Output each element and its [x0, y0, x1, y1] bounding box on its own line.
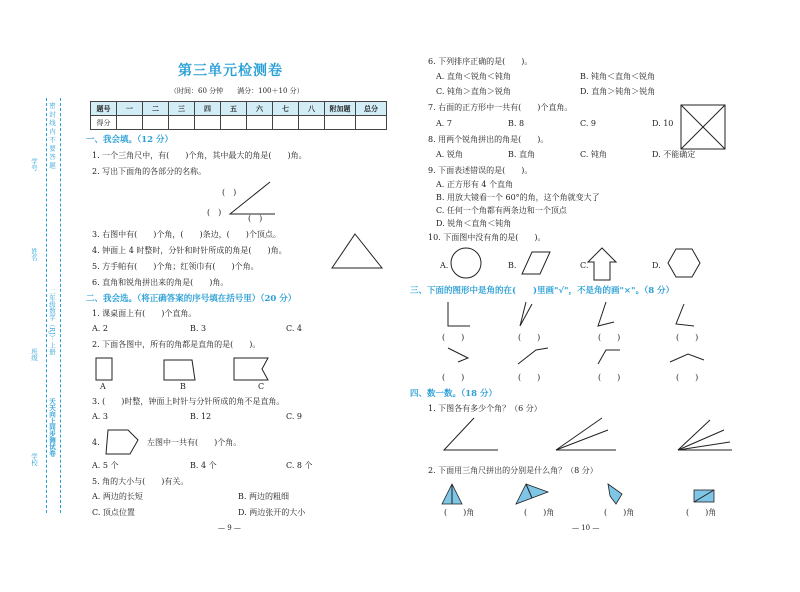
s1-q3: 3. 右图中有( )个角，( )条边，( )个顶点。: [92, 230, 281, 239]
r-q7-opt-a: A. 7: [436, 119, 452, 128]
score-cell[interactable]: [356, 116, 387, 130]
blank-vertex: ( ): [222, 188, 237, 197]
score-head: 六: [247, 102, 273, 116]
set-square-figures: [440, 482, 740, 508]
shape-label-a: A: [100, 382, 106, 391]
r-q7-opt-b: B. 8: [508, 119, 525, 128]
r-q8-opt-c: C. 钝角: [580, 150, 607, 159]
right-angle-shapes: [92, 356, 282, 386]
s1-q2: 2. 写出下面角的各部分的名称。: [92, 167, 207, 176]
score-head: 四: [195, 102, 221, 116]
shape-label-c: C: [258, 382, 265, 391]
score-cell[interactable]: [325, 116, 356, 130]
r-q8-opt-b: B. 直角: [508, 150, 535, 159]
s2-q1: 1. 课桌面上有( )个直角。: [92, 309, 197, 318]
s2-q4-opt-c: C. 8 个: [286, 461, 313, 470]
section-1-title: 一、我会填。（12 分）: [86, 135, 174, 145]
score-head: 题号: [91, 102, 117, 116]
score-cell[interactable]: [273, 116, 299, 130]
r-q6-opt-b: B. 钝角＜直角＜锐角: [580, 72, 655, 81]
binding-margin: [30, 98, 70, 513]
series-band: 天天向上同步测试卷: [48, 398, 56, 457]
margin-label-id: 学号: [30, 158, 38, 171]
s4-q2: 2. 下面用三角尺拼出的分别是什么角？（8 分）: [428, 466, 598, 475]
r-q9: 9. 下面表述错误的是( )。: [428, 166, 533, 175]
q10-label-c: C.: [580, 261, 589, 270]
q10-label-d: D.: [652, 261, 661, 270]
s2-q1-opt-b: B. 3: [190, 324, 207, 333]
s2-q4-opt-b: B. 4 个: [190, 461, 217, 470]
q10-label-a: A.: [440, 261, 449, 270]
s2-q5-opt-b: B. 两边的粗细: [238, 492, 289, 501]
margin-label-name: 姓名: [30, 248, 38, 261]
page-title: 第三单元检测卷: [178, 63, 283, 79]
r-q8-opt-d: D. 不能确定: [652, 150, 696, 159]
s2-q3-opt-b: B. 12: [190, 412, 212, 421]
s2-q5-opt-a: A. 两边的长短: [92, 492, 143, 501]
grade-strip: 二年级数学（RJ）· 上册: [48, 288, 56, 355]
s2-q4: 左图中一共有( )个角。: [147, 438, 242, 447]
r-q8: 8. 用两个锐角拼出的角是( )。: [428, 135, 549, 144]
s3-blank: ( ): [598, 373, 621, 382]
exam-info: （时间：60 分钟 满分：100＋10 分）: [170, 87, 304, 95]
section-3-title: 三、下面的图形中是角的在( )里画"√"，不是角的画"×"。（8 分）: [410, 286, 675, 296]
score-head: 八: [299, 102, 325, 116]
s4-q2-blank-3: ( )角: [604, 508, 635, 517]
triangle-figure: [330, 232, 385, 272]
s3-blank: ( ): [676, 373, 699, 382]
r-q9-opt-d: D. 锐角＜直角＜钝角: [436, 219, 512, 228]
s2-q5-opt-d: D. 两边张开的大小: [238, 508, 306, 517]
score-head: 七: [273, 102, 299, 116]
s4-q1: 1. 下图各有多少个角？（6 分）: [428, 404, 542, 413]
page-number-right: — 10 —: [572, 524, 600, 532]
count-angles-figures: [438, 416, 738, 456]
s1-q5: 5. 方手帕有( )个角；红领巾有( )个角。: [92, 262, 259, 271]
score-cell[interactable]: [221, 116, 247, 130]
r-q6-opt-d: D. 直角＞钝角＞锐角: [580, 87, 656, 96]
score-table: [90, 101, 387, 130]
section-2-title: 二、我会选。（将正确答案的序号填在括号里）（20 分）: [86, 294, 297, 304]
s2-q1-opt-a: A. 2: [92, 324, 108, 333]
r-q7: 7. 右面的正方形中一共有( )个直角。: [428, 103, 573, 112]
score-cell[interactable]: [247, 116, 273, 130]
blank-side-2: ( ): [248, 214, 263, 223]
s3-blank: ( ): [442, 333, 465, 342]
score-row-label: 得分: [91, 116, 117, 130]
pentagon-figure: [102, 428, 142, 456]
score-head: 二: [143, 102, 169, 116]
r-q6-opt-c: C. 钝角＞直角＞锐角: [436, 87, 511, 96]
s3-blank: ( ): [518, 373, 541, 382]
score-cell[interactable]: [169, 116, 195, 130]
q10-label-b: B.: [508, 261, 517, 270]
q10-shapes: [450, 246, 730, 282]
r-q6-opt-a: A. 直角＜锐角＜钝角: [436, 72, 511, 81]
shape-label-b: B: [180, 382, 186, 391]
r-q8-opt-a: A. 锐角: [436, 150, 463, 159]
r-q7-opt-d: D. 10: [652, 119, 674, 128]
margin-label-class: 班级: [30, 348, 38, 361]
s3-blank: ( ): [676, 333, 699, 342]
score-cell[interactable]: [117, 116, 143, 130]
s4-q2-blank-2: ( )角: [524, 508, 555, 517]
score-head: 总分: [356, 102, 387, 116]
s2-q4-opt-a: A. 5 个: [92, 461, 119, 470]
s4-q2-blank-1: ( )角: [444, 508, 475, 517]
s3-blank: ( ): [518, 333, 541, 342]
angle-parts-figure: [200, 180, 280, 230]
s3-blank: ( ): [442, 373, 465, 382]
blank-side: ( ): [207, 208, 222, 217]
score-head: 一: [117, 102, 143, 116]
s2-q5: 5. 角的大小与( )有关。: [92, 477, 189, 486]
score-head: 三: [169, 102, 195, 116]
score-head: 五: [221, 102, 247, 116]
r-q9-opt-b: B. 用放大镜看一个 60°的角，这个角就变大了: [436, 193, 600, 202]
score-head: 附加题: [325, 102, 356, 116]
score-cell[interactable]: [143, 116, 169, 130]
score-cell[interactable]: [195, 116, 221, 130]
s2-q2: 2. 下面各图中，所有的角都是直角的是( )。: [92, 340, 261, 349]
s2-q5-opt-c: C. 顶点位置: [92, 508, 135, 517]
square-diagonals-figure: [680, 104, 726, 150]
s4-q2-blank-4: ( )角: [686, 508, 717, 517]
score-cell[interactable]: [299, 116, 325, 130]
s1-q1: 1. 一个三角尺中，有( )个角，其中最大的角是( )角。: [92, 151, 307, 160]
s2-q3-opt-a: A. 3: [92, 412, 108, 421]
page-number-left: — 9 —: [218, 524, 241, 532]
margin-label-school: 学校: [30, 453, 38, 466]
s2-q3: 3. ( )时整，钟面上时针与分针所成的角不是直角。: [92, 397, 285, 406]
r-q9-opt-a: A. 正方形有 4 个直角: [436, 180, 514, 189]
r-q7-opt-c: C. 9: [580, 119, 597, 128]
r-q9-opt-c: C. 任何一个角都有两条边和一个顶点: [436, 206, 567, 215]
r-q6: 6. 下列排序正确的是( )。: [428, 57, 533, 66]
s1-q6: 6. 直角和锐角拼出来的角是( )角。: [92, 278, 229, 287]
s2-q4-num: 4.: [92, 438, 100, 447]
s2-q1-opt-c: C. 4: [286, 324, 303, 333]
s2-q3-opt-c: C. 9: [286, 412, 303, 421]
seal-line-text: 密 封 线 内 不 要 答 题: [48, 102, 56, 169]
s1-q4: 4. 钟面上 4 时整时，分针和时针所成的角是( )角。: [92, 246, 287, 255]
section-4-title: 四、数一数。（18 分）: [410, 389, 498, 399]
s3-blank: ( ): [598, 333, 621, 342]
r-q10: 10. 下面图中没有角的是( )。: [428, 233, 546, 242]
